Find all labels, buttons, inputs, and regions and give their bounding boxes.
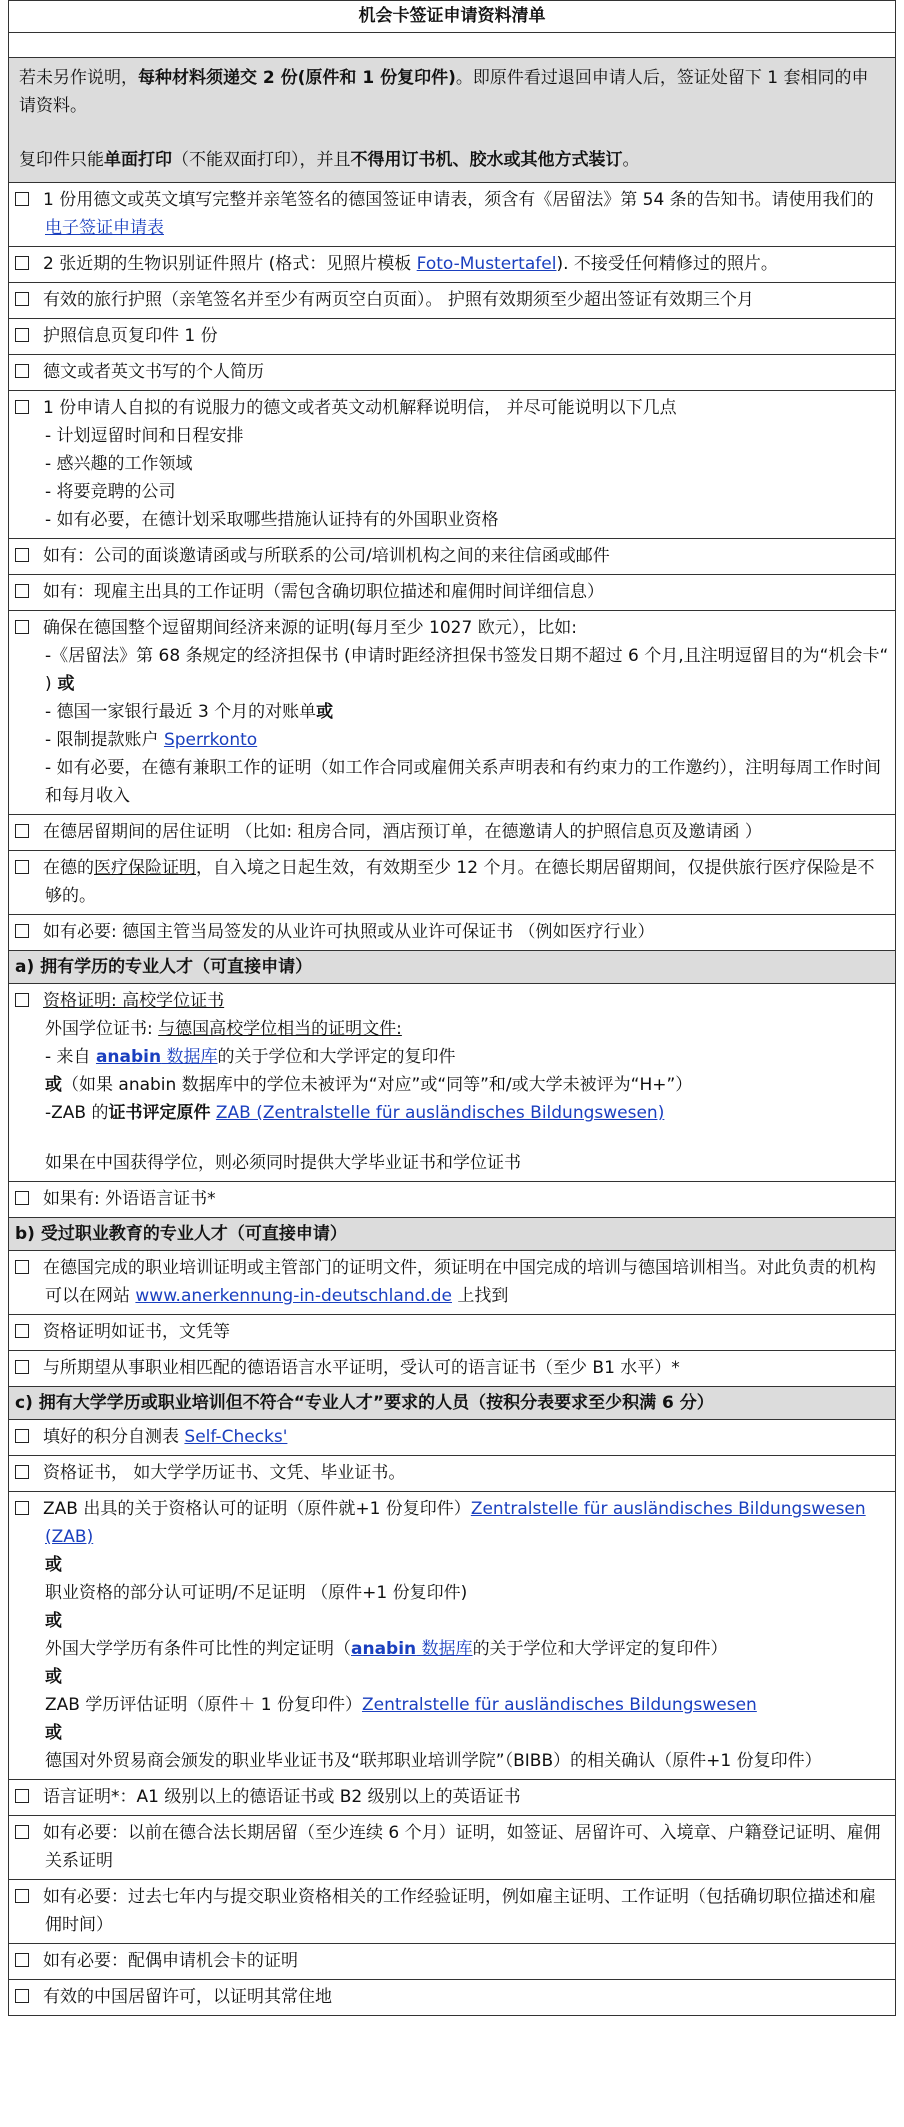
item-text: 资格证书， 如大学学历证书、文凭、毕业证书。 <box>43 1463 406 1483</box>
checkbox[interactable] <box>15 1825 29 1839</box>
checklist-item <box>9 575 896 611</box>
checklist-item <box>9 247 896 283</box>
checkbox[interactable] <box>15 824 29 838</box>
checkbox[interactable] <box>15 192 29 206</box>
sub-item: - 德国一家银行最近 3 个月的对账单 <box>45 702 317 722</box>
zab-link[interactable]: ZAB (Zentralstelle für ausländisches Bildungswesen) <box>215 1103 665 1123</box>
sub-item: - 来自 <box>45 1047 96 1067</box>
item-text: ，自入境之日起生效，有效期至少 12 个月。在德长期居留期间，仅提供旅行医疗保险是不够的。 <box>45 858 875 906</box>
checkbox[interactable] <box>15 548 29 562</box>
checklist-item <box>9 1980 896 2016</box>
checklist-table <box>8 0 896 2016</box>
insurance-underlined: 医疗保险证明 <box>94 858 196 878</box>
item-text: 1 份用德文或英文填写完整并亲笔签名的德国签证申请表，须含有《居留法》第 54 条的告知书。请使用我们的 <box>43 190 874 210</box>
item-text: 2 张近期的生物识别证件照片 (格式：见照片模板 <box>43 254 417 274</box>
checkbox[interactable] <box>15 1191 29 1205</box>
item-text: 1 份申请人自拟的有说服力的德文或者英文动机解释说明信， 并尽可能说明以下几点 <box>43 398 677 418</box>
checklist-item <box>9 1456 896 1492</box>
item-text: 在德居留期间的居住证明 （比如: 租房合同，酒店预订单，在德邀请人的护照信息页及邀请函 ） <box>43 822 762 842</box>
item-text: 上找到 <box>451 1286 509 1306</box>
sub-item: - 计划逗留时间和日程安排 <box>45 426 244 446</box>
or-label: 或 <box>45 1667 62 1687</box>
checklist-item <box>9 1492 896 1780</box>
section-header-c: c) 拥有大学学历或职业培训但不符合“专业人才”要求的人员（按积分表要求至少积满 6 分） <box>9 1387 896 1420</box>
sub-item: -ZAB 的 <box>45 1103 109 1123</box>
anabin-db-link[interactable]: 数据库 <box>161 1047 218 1067</box>
item-text: ZAB 出具的关于资格认可的证明（原件就+1 份复印件） <box>43 1499 471 1519</box>
sub-item: - 如有必要，在德有兼职工作的证明（如工作合同或雇佣关系声明表和有约束力的工作邀约），注明每周工作时间和每月收入 <box>45 758 882 806</box>
checkbox[interactable] <box>15 364 29 378</box>
item-text: 如有：公司的面谈邀请函或与所联系的公司/培训机构之间的来往信函或邮件 <box>43 546 610 566</box>
checklist-item <box>9 984 896 1182</box>
checklist-item <box>9 1816 896 1880</box>
checkbox[interactable] <box>15 1360 29 1374</box>
anabin-link[interactable]: anabin <box>95 1047 162 1067</box>
page-title: 机会卡签证申请资料清单 <box>9 1 896 33</box>
checklist-item <box>9 391 896 539</box>
checklist-item <box>9 283 896 319</box>
intro-text: 。即原件看过退回申请人后，签证处留下 1 套相同的申请资料。 <box>19 68 869 116</box>
checkbox[interactable] <box>15 584 29 598</box>
item-text: 与所期望从事职业相匹配的德语语言水平证明，受认可的语言证书（至少 B1 水平）* <box>43 1358 680 1378</box>
item-text: 如有：现雇主出具的工作证明（需包含确切职位描述和雇佣时间详细信息） <box>43 582 604 602</box>
sub-item: - 限制提款账户 <box>45 730 164 750</box>
item-text: 在德的 <box>43 858 94 878</box>
or-label: 或 <box>45 1723 62 1743</box>
checkbox[interactable] <box>15 620 29 634</box>
item-text: 资格证明: 高校学位证书 <box>43 991 225 1011</box>
photo-template-link[interactable]: Foto-Mustertafel <box>416 254 557 274</box>
checklist-item <box>9 611 896 815</box>
or-label: 或 <box>45 1075 62 1095</box>
checkbox[interactable] <box>15 1501 29 1515</box>
checkbox[interactable] <box>15 1953 29 1967</box>
item-text: 确保在德国整个逗留期间经济来源的证明(每月至少 1027 欧元），比如: <box>43 618 577 638</box>
checkbox[interactable] <box>15 400 29 414</box>
checklist-item <box>9 1251 896 1315</box>
checkbox[interactable] <box>15 1429 29 1443</box>
sperrkonto-link[interactable]: Sperrkonto <box>163 730 258 750</box>
sub-item: 职业资格的部分认可证明/不足证明 （原件+1 份复印件) <box>45 1583 468 1603</box>
checklist-item <box>9 851 896 915</box>
sub-item: 德国对外贸易商会颁发的职业毕业证书及“联邦职业培训学院”（BIBB）的相关确认（原件+1 份复印件） <box>45 1751 822 1771</box>
item-text: 如有必要：过去七年内与提交职业资格相关的工作经验证明，例如雇主证明、工作证明（包括确切职位描述和雇佣时间） <box>43 1887 876 1935</box>
checklist-item <box>9 1944 896 1980</box>
e-visa-form-link[interactable]: 电子签证申请表 <box>45 218 164 238</box>
checklist-item <box>9 539 896 575</box>
sub-item: 如果在中国获得学位，则必须同时提供大学毕业证书和学位证书 <box>45 1153 521 1173</box>
item-text: 如果有: 外语语言证书* <box>43 1189 216 1209</box>
checklist-item <box>9 183 896 247</box>
checklist-item <box>9 1315 896 1351</box>
checklist-document <box>8 0 896 2127</box>
intro-text: 。 <box>622 150 640 170</box>
item-text: 如有必要: 德国主管当局签发的从业许可执照或从业许可保证书 （例如医疗行业） <box>43 922 655 942</box>
or-label: 或 <box>45 1611 62 1631</box>
spacer-row <box>9 33 896 58</box>
sub-item: - 感兴趣的工作领域 <box>45 454 193 474</box>
self-check-link[interactable]: Self-Checks' <box>184 1427 288 1447</box>
checklist-item <box>9 1182 896 1218</box>
intro-note <box>9 58 896 183</box>
item-text: 资格证明如证书，文凭等 <box>43 1322 230 1342</box>
intro-bold: 每种材料须递交 2 份(原件和 1 份复印件) <box>138 68 456 88</box>
item-text: 有效的中国居留许可，以证明其常住地 <box>43 1987 332 2007</box>
or-label: 或 <box>316 702 334 722</box>
checklist-item <box>9 1780 896 1816</box>
sub-item: 外国大学学历有条件可比性的判定证明（ <box>45 1639 351 1659</box>
checklist-item <box>9 815 896 851</box>
checklist-item <box>9 1351 896 1387</box>
checklist-item <box>9 915 896 951</box>
item-text: 如有必要：以前在德合法长期居留（至少连续 6 个月）证明，如签证、居留许可、入境章、户籍登记证明、雇佣关系证明 <box>43 1823 881 1871</box>
sub-item-bold: 证书评定原件 <box>108 1103 211 1123</box>
intro-bold: 不得用订书机、胶水或其他方式装订 <box>350 150 623 170</box>
intro-text: 若未另作说明， <box>19 68 138 88</box>
sub-item: -《居留法》第 68 条规定的经济担保书 (申请时距经济担保书签发日期不超过 6 个月,且注明逗留目的为“机会卡“ ) <box>45 646 889 694</box>
checklist-item <box>9 1880 896 1944</box>
sub-item: （如果 anabin 数据库中的学位未被评为“对应”或“同等”和/或大学未被评为“H+”） <box>62 1075 693 1095</box>
checkbox[interactable] <box>15 924 29 938</box>
sub-item-underlined: 与德国高校学位相当的证明文件: <box>158 1019 402 1039</box>
checklist-item <box>9 1420 896 1456</box>
checkbox[interactable] <box>15 1889 29 1903</box>
item-text: 在德国完成的职业培训证明或主管部门的证明文件，须证明在中国完成的培训与德国培训相当。对此负责的机构可以在网站 <box>43 1258 876 1306</box>
anabin-link[interactable]: anabin <box>351 1639 417 1659</box>
item-text: 语言证明*：A1 级别以上的德语证书或 B2 级别以上的英语证书 <box>43 1787 521 1807</box>
sub-item: - 将要竞聘的公司 <box>45 482 176 502</box>
checklist-item <box>9 319 896 355</box>
checkbox[interactable] <box>15 1465 29 1479</box>
checkbox[interactable] <box>15 328 29 342</box>
item-text: 有效的旅行护照（亲笔签名并至少有两页空白页面）。 护照有效期须至少超出签证有效期三个月 <box>43 290 754 310</box>
item-text: ). 不接受任何精修过的照片。 <box>556 254 778 274</box>
checklist-item <box>9 355 896 391</box>
anerkennung-link[interactable]: www.anerkennung-in-deutschland.de <box>135 1286 452 1306</box>
checkbox[interactable] <box>15 1260 29 1274</box>
checkbox[interactable] <box>15 256 29 270</box>
checkbox[interactable] <box>15 1789 29 1803</box>
section-header-a: a) 拥有学历的专业人才（可直接申请） <box>9 951 896 984</box>
item-text: 德文或者英文书写的个人简历 <box>43 362 264 382</box>
anabin-db-link[interactable]: 数据库 <box>416 1639 473 1659</box>
sub-item: 的关于学位和大学评定的复印件） <box>472 1639 728 1659</box>
item-text: 护照信息页复印件 1 份 <box>43 326 218 346</box>
zab-link[interactable]: Zentralstelle für ausländisches Bildungswesen <box>361 1695 757 1715</box>
item-text: 如有必要：配偶申请机会卡的证明 <box>43 1951 298 1971</box>
sub-item: 的关于学位和大学评定的复印件 <box>217 1047 456 1067</box>
intro-text: 复印件只能 <box>19 150 104 170</box>
sub-item: - 如有必要，在德计划采取哪些措施认证持有的外国职业资格 <box>45 510 499 530</box>
sub-item: 外国学位证书: <box>45 1019 159 1039</box>
checkbox[interactable] <box>15 993 29 1007</box>
checkbox[interactable] <box>15 292 29 306</box>
sub-item: ZAB 学历评估证明（原件＋ 1 份复印件） <box>45 1695 362 1715</box>
or-label: 或 <box>45 1555 62 1575</box>
or-label: 或 <box>51 674 75 694</box>
checkbox[interactable] <box>15 860 29 874</box>
intro-bold: 单面打印 <box>104 150 172 170</box>
checkbox[interactable] <box>15 1324 29 1338</box>
zab-link[interactable]: Zentralstelle für ausländisches Bildungswesen (ZAB) <box>45 1499 866 1547</box>
intro-text: （不能双面打印），并且 <box>172 150 351 170</box>
item-text: 填好的积分自测表 <box>43 1427 185 1447</box>
section-header-b: b) 受过职业教育的专业人才（可直接申请） <box>9 1218 896 1251</box>
checkbox[interactable] <box>15 1989 29 2003</box>
